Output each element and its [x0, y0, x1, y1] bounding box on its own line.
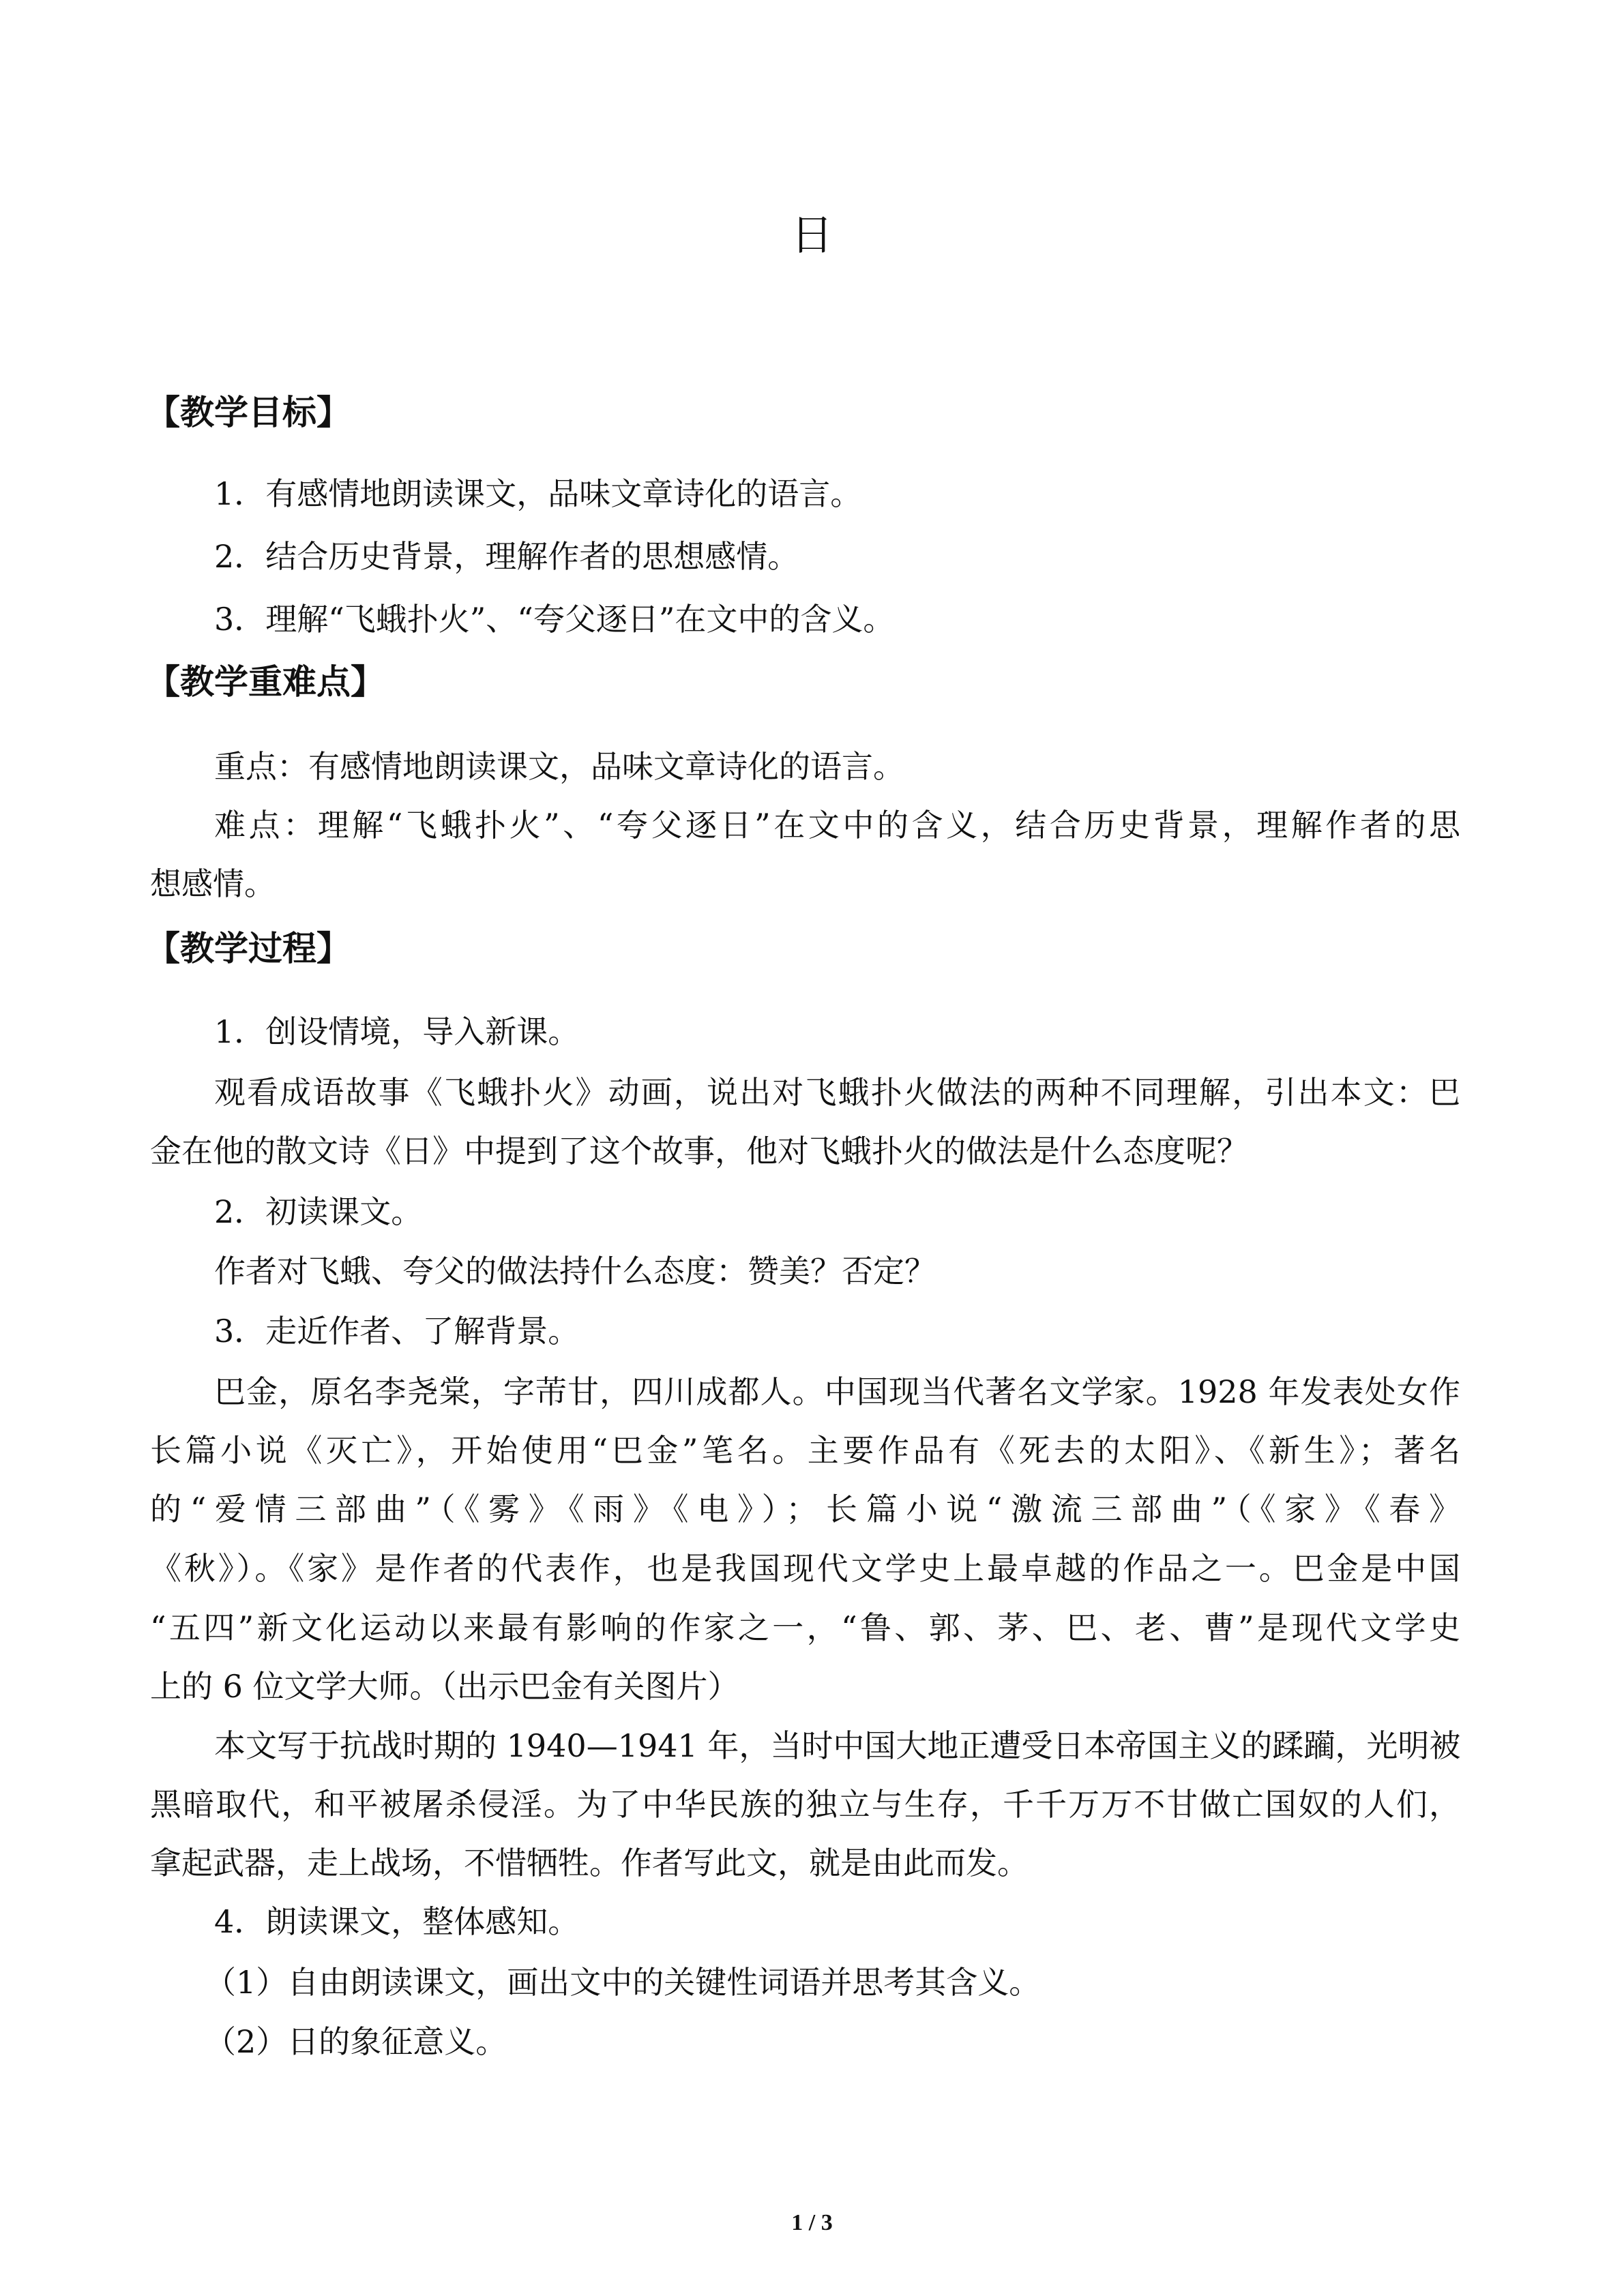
background-line-1: 本文写于抗战时期的 1940—1941 年，当时中国大地正遭受日本帝国主义的蹂躏，光明被 [214, 1727, 1461, 1764]
section-heading-key-points: 【教学重难点】 [146, 662, 385, 702]
author-intro-line-4: 《秋》）。《家》是作者的代表作，也是我国现代文学史上最卓越的作品之一。巴金是中国 [150, 1550, 1460, 1587]
process-step-1-text-line-1: 观看成语故事《飞蛾扑火》动画，说出对飞蛾扑火做法的两种不同理解，引出本文：巴 [214, 1074, 1460, 1111]
process-step-2-text: 作者对飞蛾、夸父的做法持什么态度：赞美？否定？ [214, 1253, 936, 1289]
background-line-3: 拿起武器，走上战场，不惜牺牲。作者写此文，就是由此而发。 [150, 1845, 1029, 1881]
goal-item-1: 1．有感情地朗读课文，品味文章诗化的语言。 [214, 475, 862, 512]
process-step-4: 4．朗读课文，整体感知。 [214, 1903, 580, 1940]
process-step-2: 2．初读课文。 [214, 1193, 423, 1230]
author-intro-line-2: 长篇小说《灭亡》，开始使用“巴金”笔名。主要作品有《死去的太阳》、《新生》；著名 [150, 1432, 1460, 1469]
author-intro-line-5: “五四”新文化运动以来最有影响的作家之一，“鲁、郭、茅、巴、老、曹”是现代文学史 [150, 1609, 1460, 1646]
key-point-difficulty-line-1: 难点：理解“飞蛾扑火”、“夸父逐日”在文中的含义，结合历史背景，理解作者的思 [214, 807, 1460, 844]
author-intro-line-1: 巴金，原名李尧棠，字芾甘，四川成都人。中国现当代著名文学家。1928 年发表处女作 [214, 1373, 1460, 1410]
goal-item-2: 2．结合历史背景，理解作者的思想感情。 [214, 538, 799, 575]
process-step-1-text-line-2: 金在他的散文诗《日》中提到了这个故事，他对飞蛾扑火的做法是什么态度呢？ [150, 1133, 1248, 1169]
process-step-3: 3．走近作者、了解背景。 [214, 1313, 580, 1350]
process-step-1: 1．创设情境，导入新课。 [214, 1013, 580, 1050]
page-title: 日 [791, 210, 833, 260]
background-line-2: 黑暗取代，和平被屠杀侵淫。为了中华民族的独立与生存，千千万万不甘做亡国奴的人们， [150, 1786, 1460, 1823]
section-heading-process: 【教学过程】 [146, 929, 351, 968]
process-step-4-sub-1: （1）自由朗读课文，画出文中的关键性词语并思考其含义。 [205, 1964, 1041, 2001]
author-intro-line-3: 的“爱情三部曲”（《雾》《雨》《电》）；长篇小说“激流三部曲”（《家》《春》 [150, 1491, 1460, 1527]
author-intro-line-6: 上的 6 位文学大师。（出示巴金有关图片） [150, 1668, 739, 1705]
key-point-difficulty-line-2: 想感情。 [150, 865, 276, 902]
goal-item-3: 3．理解“飞蛾扑火”、“夸父逐日”在文中的含义。 [214, 601, 895, 638]
page-number: 1 / 3 [791, 2210, 833, 2235]
section-heading-goals: 【教学目标】 [146, 393, 351, 432]
process-step-4-sub-2: （2）日的象征意义。 [205, 2023, 507, 2060]
key-point-focus: 重点：有感情地朗读课文，品味文章诗化的语言。 [214, 748, 904, 785]
